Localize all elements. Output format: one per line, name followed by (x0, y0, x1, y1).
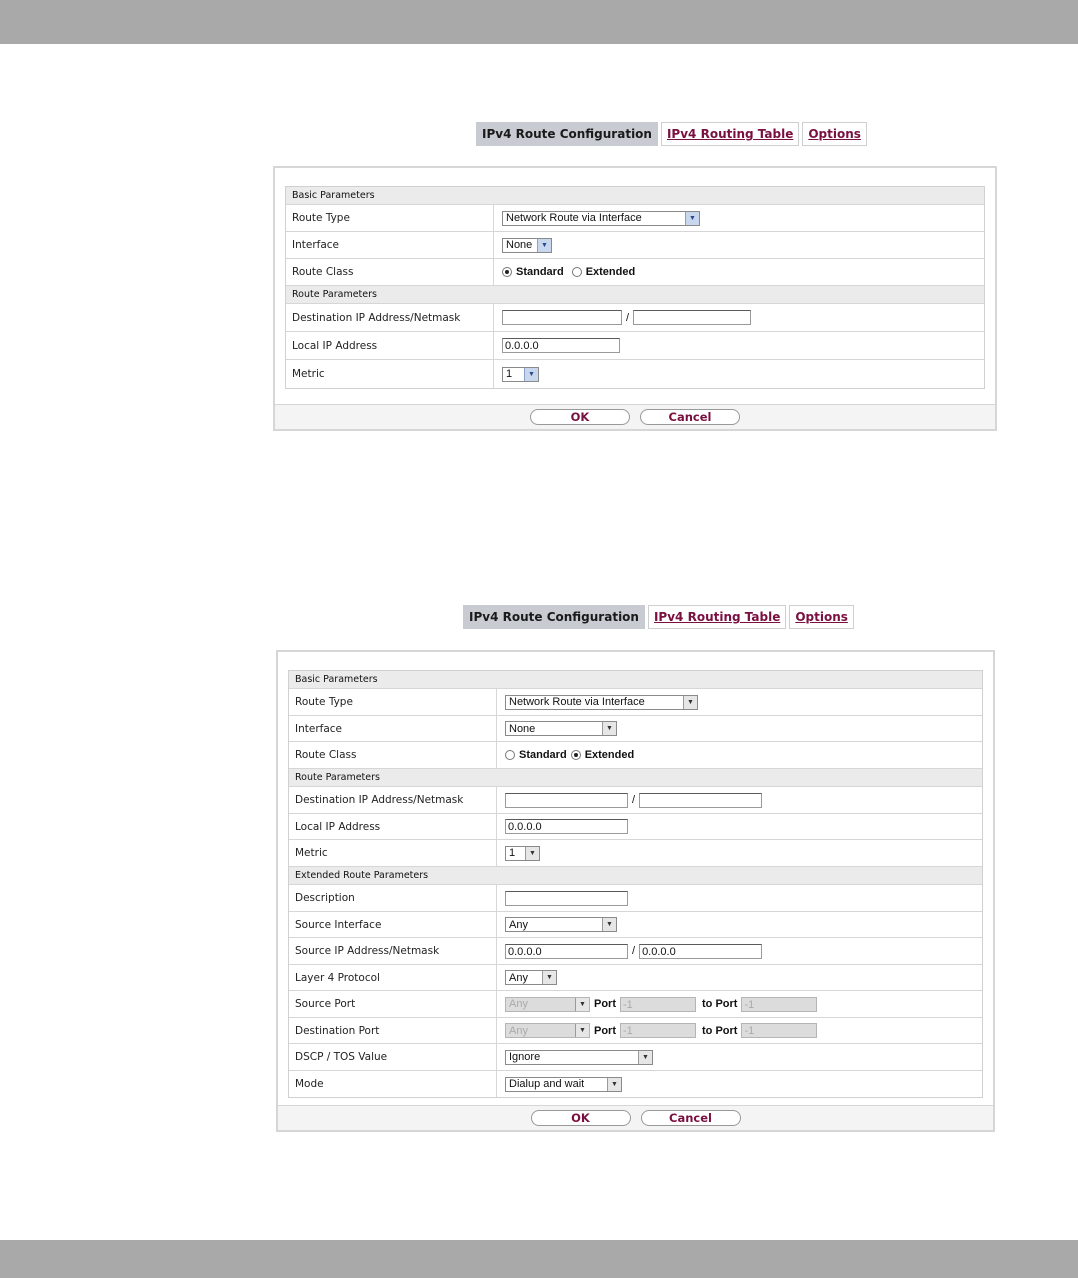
tab-ipv4-routing-table[interactable]: IPv4 Routing Table (661, 122, 799, 146)
port-word: Port (594, 998, 616, 1010)
chevron-down-icon: ▼ (575, 998, 589, 1011)
source-ip-input[interactable]: 0.0.0.0 (505, 944, 628, 959)
chevron-down-icon: ▼ (638, 1051, 652, 1064)
standard-label: Standard (516, 266, 564, 278)
slash-separator: / (626, 311, 630, 324)
bottom-bar (0, 1240, 1078, 1278)
tab-ipv4-routing-table[interactable]: IPv4 Routing Table (648, 605, 786, 629)
dscp-tos-select[interactable]: Ignore ▼ (505, 1050, 653, 1065)
chevron-down-icon: ▼ (602, 722, 616, 735)
chevron-down-icon: ▼ (525, 847, 539, 860)
extended-label: Extended (584, 749, 635, 761)
standard-label: Standard (519, 749, 567, 761)
form-table-1 (285, 186, 985, 389)
local-ip-input[interactable]: 0.0.0.0 (505, 819, 628, 834)
row-route-type (286, 205, 984, 232)
row-source-ip (289, 938, 982, 965)
route-type-select[interactable]: Network Route via Interface ▼ (502, 211, 700, 226)
mode-label: Mode (289, 1071, 497, 1097)
mode-select[interactable]: Dialup and wait ▼ (505, 1077, 622, 1092)
row-mode (289, 1071, 982, 1097)
ok-button[interactable]: OK (531, 1110, 631, 1126)
to-port-word: to Port (702, 1024, 738, 1037)
section-extended-route-parameters: Extended Route Parameters (289, 867, 982, 885)
layer4-protocol-select[interactable]: Any ▼ (505, 970, 557, 985)
tab-ipv4-route-configuration[interactable]: IPv4 Route Configuration (463, 605, 645, 629)
source-interface-label: Source Interface (289, 912, 497, 937)
cancel-button[interactable]: Cancel (640, 409, 740, 425)
interface-label: Interface (286, 232, 494, 258)
row-destination (286, 304, 984, 332)
row-interface (286, 232, 984, 259)
description-label: Description (289, 885, 497, 911)
destination-netmask-input[interactable] (639, 793, 762, 808)
destination-ip-input[interactable] (502, 310, 622, 325)
section-basic-parameters: Basic Parameters (286, 187, 984, 205)
row-local-ip (286, 332, 984, 360)
row-dscp-tos (289, 1044, 982, 1071)
section-route-parameters: Route Parameters (289, 769, 982, 787)
row-local-ip (289, 814, 982, 840)
route-class-label: Route Class (286, 259, 494, 285)
row-route-type (289, 689, 982, 716)
route-type-label: Route Type (289, 689, 497, 715)
tab-ipv4-route-configuration[interactable]: IPv4 Route Configuration (476, 122, 658, 146)
dscp-tos-label: DSCP / TOS Value (289, 1044, 497, 1070)
row-source-interface (289, 912, 982, 938)
ok-button[interactable]: OK (530, 409, 630, 425)
chevron-down-icon: ▼ (524, 368, 538, 381)
interface-select[interactable]: None ▼ (502, 238, 552, 253)
route-type-select[interactable]: Network Route via Interface ▼ (505, 695, 698, 710)
destination-port-label: Destination Port (289, 1018, 497, 1043)
port-word: Port (594, 1024, 616, 1037)
section-basic-parameters: Basic Parameters (289, 671, 982, 689)
destination-netmask-input[interactable] (633, 310, 751, 325)
row-layer4-protocol (289, 965, 982, 991)
cancel-button[interactable]: Cancel (641, 1110, 741, 1126)
layer4-protocol-label: Layer 4 Protocol (289, 965, 497, 990)
metric-select[interactable]: 1 ▼ (505, 846, 540, 861)
chevron-down-icon: ▼ (685, 212, 699, 225)
chevron-down-icon: ▼ (683, 696, 697, 709)
tab-options[interactable]: Options (802, 122, 867, 146)
radio-standard[interactable] (502, 267, 512, 277)
chevron-down-icon: ▼ (607, 1078, 621, 1091)
row-interface (289, 716, 982, 742)
section-route-parameters: Route Parameters (286, 286, 984, 304)
source-interface-select[interactable]: Any ▼ (505, 917, 617, 932)
form-table-2 (288, 670, 983, 1098)
interface-label: Interface (289, 716, 497, 741)
route-class-label: Route Class (289, 742, 497, 768)
interface-select[interactable]: None ▼ (505, 721, 617, 736)
row-source-port (289, 991, 982, 1018)
destination-port-to-input[interactable]: -1 (741, 1023, 817, 1038)
source-port-to-input[interactable]: -1 (741, 997, 817, 1012)
slash-separator: / (632, 794, 636, 806)
row-destination (289, 787, 982, 814)
row-route-class (289, 742, 982, 769)
description-input[interactable] (505, 891, 628, 906)
top-bar (0, 0, 1078, 44)
chevron-down-icon: ▼ (602, 918, 616, 931)
route-config-panel-1 (273, 166, 997, 431)
source-port-label: Source Port (289, 991, 497, 1017)
source-port-from-input[interactable]: -1 (620, 997, 696, 1012)
button-bar (275, 404, 995, 429)
destination-port-from-input[interactable]: -1 (620, 1023, 696, 1038)
radio-standard[interactable] (505, 750, 515, 760)
radio-extended[interactable] (571, 750, 581, 760)
row-destination-port (289, 1018, 982, 1044)
extended-label: Extended (585, 266, 636, 278)
row-metric (289, 840, 982, 867)
metric-select[interactable]: 1 ▼ (502, 367, 539, 382)
metric-label: Metric (286, 360, 494, 388)
chevron-down-icon: ▼ (575, 1024, 589, 1037)
chevron-down-icon: ▼ (542, 971, 556, 984)
destination-label: Destination IP Address/Netmask (286, 304, 494, 331)
row-metric (286, 360, 984, 388)
local-ip-label: Local IP Address (286, 332, 494, 359)
radio-extended[interactable] (572, 267, 582, 277)
tab-options[interactable]: Options (789, 605, 854, 629)
route-type-label: Route Type (286, 205, 494, 231)
row-description (289, 885, 982, 912)
source-ip-label: Source IP Address/Netmask (289, 938, 497, 964)
tab-bar (476, 122, 867, 146)
source-port-select[interactable]: Any ▼ (505, 997, 590, 1012)
to-port-word: to Port (702, 998, 738, 1010)
destination-label: Destination IP Address/Netmask (289, 787, 497, 813)
route-config-panel-2 (276, 650, 995, 1132)
destination-ip-input[interactable] (505, 793, 628, 808)
destination-port-select[interactable]: Any ▼ (505, 1023, 590, 1038)
button-bar (278, 1105, 993, 1130)
slash-separator: / (632, 945, 636, 957)
tab-bar-2 (463, 605, 854, 629)
metric-label: Metric (289, 840, 497, 866)
source-netmask-input[interactable]: 0.0.0.0 (639, 944, 762, 959)
chevron-down-icon: ▼ (537, 239, 551, 252)
local-ip-input[interactable]: 0.0.0.0 (502, 338, 620, 353)
local-ip-label: Local IP Address (289, 814, 497, 839)
row-route-class (286, 259, 984, 286)
